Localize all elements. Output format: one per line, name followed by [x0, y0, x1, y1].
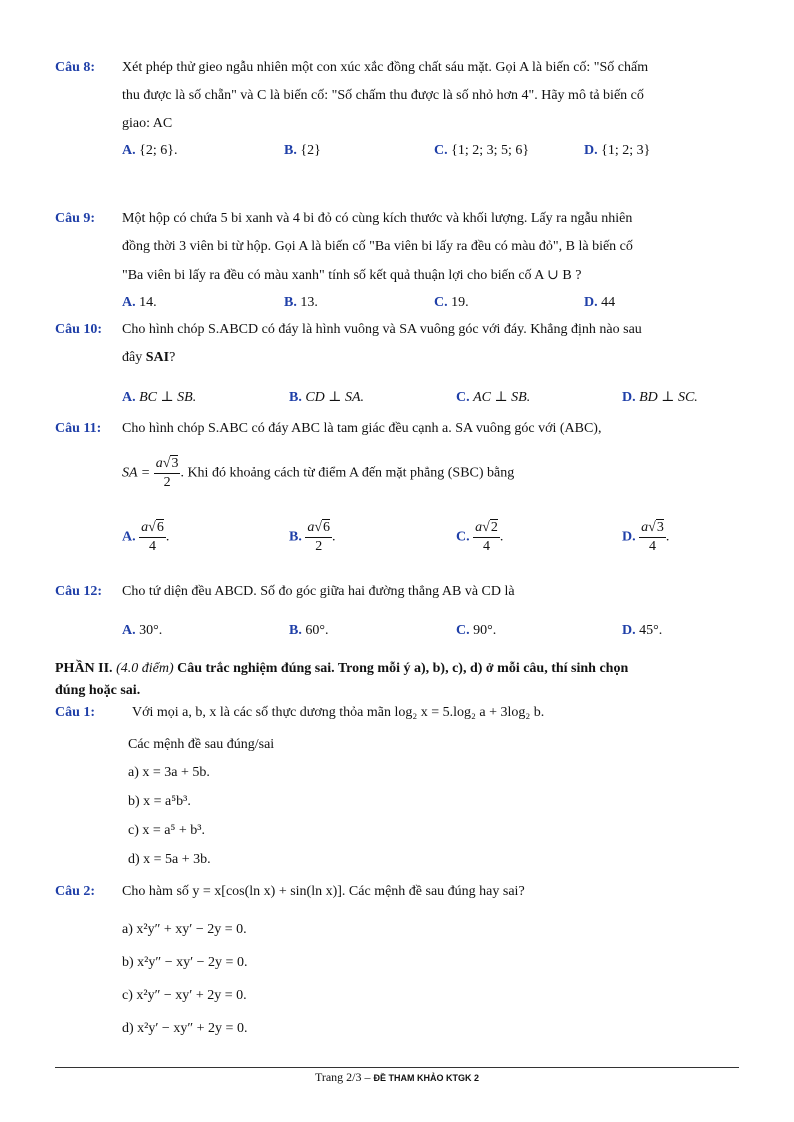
- q12-option-a: A. 30°.: [122, 623, 163, 638]
- p2q2-line1: Cho hàm số y = x[cos(ln x) + sin(ln x)]. Các mệnh đề sau đúng hay sai?: [122, 884, 525, 899]
- q10-option-b: B. CD ⊥ SA.: [289, 390, 365, 405]
- q8-option-d: D. {1; 2; 3}: [584, 143, 651, 158]
- footer-divider: [55, 1067, 739, 1068]
- q8-option-a: A. {2; 6}.: [122, 143, 178, 158]
- p2q1-item-b: b) x = a⁵b³.: [128, 794, 191, 809]
- q10-option-d: D. BD ⊥ SC.: [622, 390, 698, 405]
- q10-line1: Cho hình chóp S.ABCD có đáy là hình vuông và SA vuông góc với đáy. Khẳng định nào sau: [122, 322, 642, 337]
- q11-option-b: B. $\frac{a√6}{2}$ .: [289, 520, 336, 554]
- q8-line2: thu được là số chẵn" và C là biến cố: "Số chấm thu được là số nhỏ hơn 4". Hãy mô tả biến cố: [122, 88, 644, 103]
- q9-line3: "Ba viên bi lấy ra đều có màu xanh" tính số kết quả thuận lợi cho biến cố A ∪ B ?: [122, 268, 582, 283]
- p2q1-item-d: d) x = 5a + 3b.: [128, 852, 211, 867]
- p2q2-item-b: b) x²y″ − xy′ − 2y = 0.: [122, 955, 248, 970]
- q9-line2: đồng thời 3 viên bi từ hộp. Gọi A là biến cố "Ba viên bi lấy ra đều có màu đỏ", B là biến cố: [122, 239, 633, 254]
- p2q1-line1: Với mọi a, b, x là các số thực dương thỏa mãn log₂ x = 5.log₂ a + 3log₂ b.: [132, 705, 545, 720]
- q12-option-d: D. 45°.: [622, 623, 663, 638]
- q12-option-b: B. 60°.: [289, 623, 329, 638]
- q9-line1: Một hộp có chứa 5 bi xanh và 4 bi đỏ có cùng kích thước và khối lượng. Lấy ra ngẫu nhiên: [122, 211, 633, 226]
- q8-label: Câu 8:: [55, 60, 96, 75]
- q9-option-d: D. 44: [584, 295, 616, 310]
- q12-option-c: C. 90°.: [456, 623, 497, 638]
- p2q1-line2: Các mệnh đề sau đúng/sai: [128, 737, 275, 752]
- page-footer: Trang 2/3 – ĐỀ THAM KHẢO KTGK 2: [314, 1070, 480, 1084]
- q10-option-c: C. AC ⊥ SB.: [456, 390, 531, 405]
- q8-line3: giao: AC: [122, 116, 173, 131]
- q10-line2: đây SAI?: [122, 350, 176, 365]
- q9-label: Câu 9:: [55, 211, 96, 226]
- q10-option-a: A. BC ⊥ SB.: [122, 390, 197, 405]
- p2q1-item-c: c) x = a⁵ + b³.: [128, 823, 205, 838]
- p2q2-item-c: c) x²y″ − xy′ + 2y = 0.: [122, 988, 247, 1003]
- q9-option-a: A. 14.: [122, 295, 157, 310]
- p2q2-item-d: d) x²y′ − xy″ + 2y = 0.: [122, 1021, 248, 1036]
- p2q2-item-a: a) x²y″ + xy′ − 2y = 0.: [122, 922, 247, 937]
- part2-heading: PHẦN II. (4.0 điểm) Câu trắc nghiệm đúng sai. Trong mỗi ý a), b), c), d) ở mỗi câu, thí sinh chọn: [55, 661, 629, 676]
- q8-option-b: B. {2}: [284, 143, 321, 158]
- q8-option-c: C. {1; 2; 3; 5; 6}: [434, 143, 530, 158]
- part2-heading-cont: đúng hoặc sai.: [55, 683, 141, 698]
- p2q1-label: Câu 1:: [55, 705, 96, 720]
- q8-line1: Xét phép thử gieo ngẫu nhiên một con xúc xắc đồng chất sáu mặt. Gọi A là biến cố: "Số chấm: [122, 60, 649, 75]
- q11-line1: Cho hình chóp S.ABC có đáy ABC là tam giác đều cạnh a. SA vuông góc với (ABC),: [122, 421, 602, 436]
- q11-option-a: A. $\frac{a√6}{4}$ .: [122, 520, 170, 554]
- q12-label: Câu 12:: [55, 584, 103, 599]
- q9-option-b: B. 13.: [284, 295, 318, 310]
- p2q2-label: Câu 2:: [55, 884, 96, 899]
- q11-line2: SA = $\frac{a√3}{2}$ . Khi đó khoảng cách từ điểm A đến mặt phẳng (SBC) bằng: [122, 456, 515, 490]
- q11-option-d: D. $\frac{a√3}{4}$ .: [622, 520, 670, 554]
- q12-line1: Cho tứ diện đều ABCD. Số đo góc giữa hai đường thẳng AB và CD là: [122, 584, 515, 599]
- q11-option-c: C. $\frac{a√2}{4}$ .: [456, 520, 504, 554]
- q10-label: Câu 10:: [55, 322, 103, 337]
- q9-option-c: C. 19.: [434, 295, 469, 310]
- p2q1-item-a: a) x = 3a + 5b.: [128, 765, 210, 780]
- q11-label: Câu 11:: [55, 421, 102, 436]
